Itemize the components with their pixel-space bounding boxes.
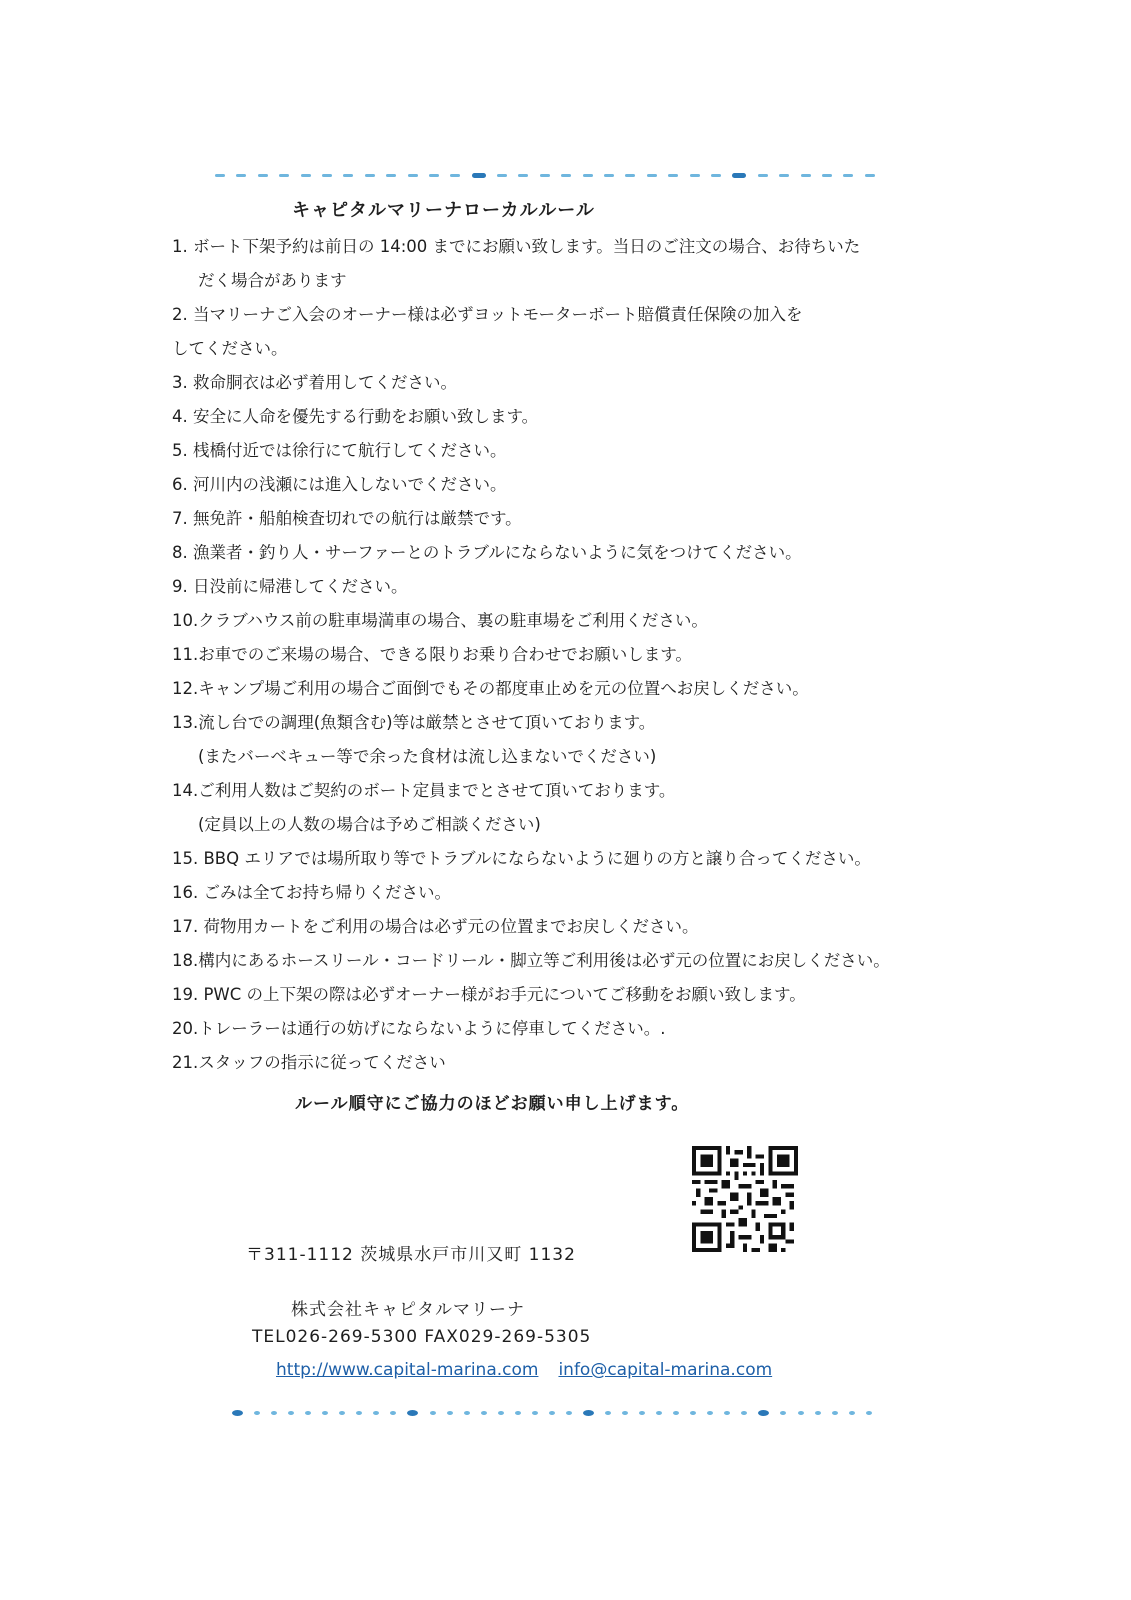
rule-line: 10.クラブハウス前の駐車場満車の場合、裏の駐車場をご利用ください。: [172, 611, 708, 630]
rule-line: してください。: [172, 339, 288, 358]
tel-fax: TEL026-269-5300 FAX029-269-5305: [252, 1327, 592, 1347]
rule-line: 9. 日没前に帰港してください。: [172, 577, 408, 596]
rule-line: 3. 救命胴衣は必ず着用してください。: [172, 373, 457, 392]
rule-line: 5. 桟橋付近では徐行にて航行してください。: [172, 441, 507, 460]
closing-message: ルール順守にご協力のほどお願い申し上げます。: [295, 1094, 690, 1114]
document-title: キャピタルマリーナローカルルール: [292, 200, 595, 221]
rule-line: 18.構内にあるホースリール・コードリール・脚立等ご利用後は必ず元の位置にお戻しください。: [172, 951, 890, 970]
rule-line: 20.トレーラーは通行の妨げにならないように停車してください。.: [172, 1019, 666, 1038]
rule-line: 6. 河川内の浅瀬には進入しないでください。: [172, 475, 507, 494]
company-name: 株式会社キャピタルマリーナ: [291, 1300, 525, 1320]
rules-list: [172, 230, 952, 1080]
rule-line: だく場合があります: [198, 271, 347, 290]
rule-line: 2. 当マリーナご入会のオーナー様は必ずヨットモーターボート賠償責任保険の加入を: [172, 305, 803, 324]
rule-line: 14.ご利用人数はご契約のボート定員までとさせて頂いております。: [172, 781, 676, 800]
rule-line: (定員以上の人数の場合は予めご相談ください): [198, 815, 541, 834]
contact-links: [276, 1360, 772, 1380]
top-dashed-border: [215, 168, 875, 182]
postal-address: 〒311-1112 茨城県水戸市川又町 1132: [246, 1245, 576, 1265]
email-link[interactable]: info@capital-marina.com: [558, 1360, 773, 1380]
rule-line: 11.お車でのご来場の場合、できる限りお乗り合わせでお願いします。: [172, 645, 692, 664]
rule-line: 7. 無免許・船舶検査切れでの航行は厳禁です。: [172, 509, 522, 528]
qr-code-icon: [692, 1146, 798, 1252]
rule-line: 19. PWC の上下架の際は必ずオーナー様がお手元についてご移動をお願い致します。: [172, 985, 806, 1004]
rule-line: 12.キャンプ場ご利用の場合ご面倒でもその都度車止めを元の位置へお戻しください。: [172, 679, 809, 698]
rule-line: 15. BBQ エリアでは場所取り等でトラブルにならないように廻りの方と譲り合ってください。: [172, 849, 871, 868]
website-link[interactable]: http://www.capital-marina.com: [276, 1360, 539, 1380]
rule-line: 13.流し台での調理(魚類含む)等は厳禁とさせて頂いております。: [172, 713, 656, 732]
rule-line: 21.スタッフの指示に従ってください: [172, 1053, 446, 1072]
rule-line: 1. ボート下架予約は前日の 14:00 までにお願い致します。当日のご注文の場合、お待ちいた: [172, 237, 861, 256]
rule-line: (またバーベキュー等で余った食材は流し込まないでください): [198, 747, 657, 766]
bottom-dotted-border: [232, 1406, 872, 1420]
rule-line: 8. 漁業者・釣り人・サーファーとのトラブルにならないように気をつけてください。: [172, 543, 802, 562]
rule-line: 16. ごみは全てお持ち帰りください。: [172, 883, 451, 902]
rule-line: 4. 安全に人命を優先する行動をお願い致します。: [172, 407, 539, 426]
rule-line: 17. 荷物用カートをご利用の場合は必ず元の位置までお戻しください。: [172, 917, 699, 936]
